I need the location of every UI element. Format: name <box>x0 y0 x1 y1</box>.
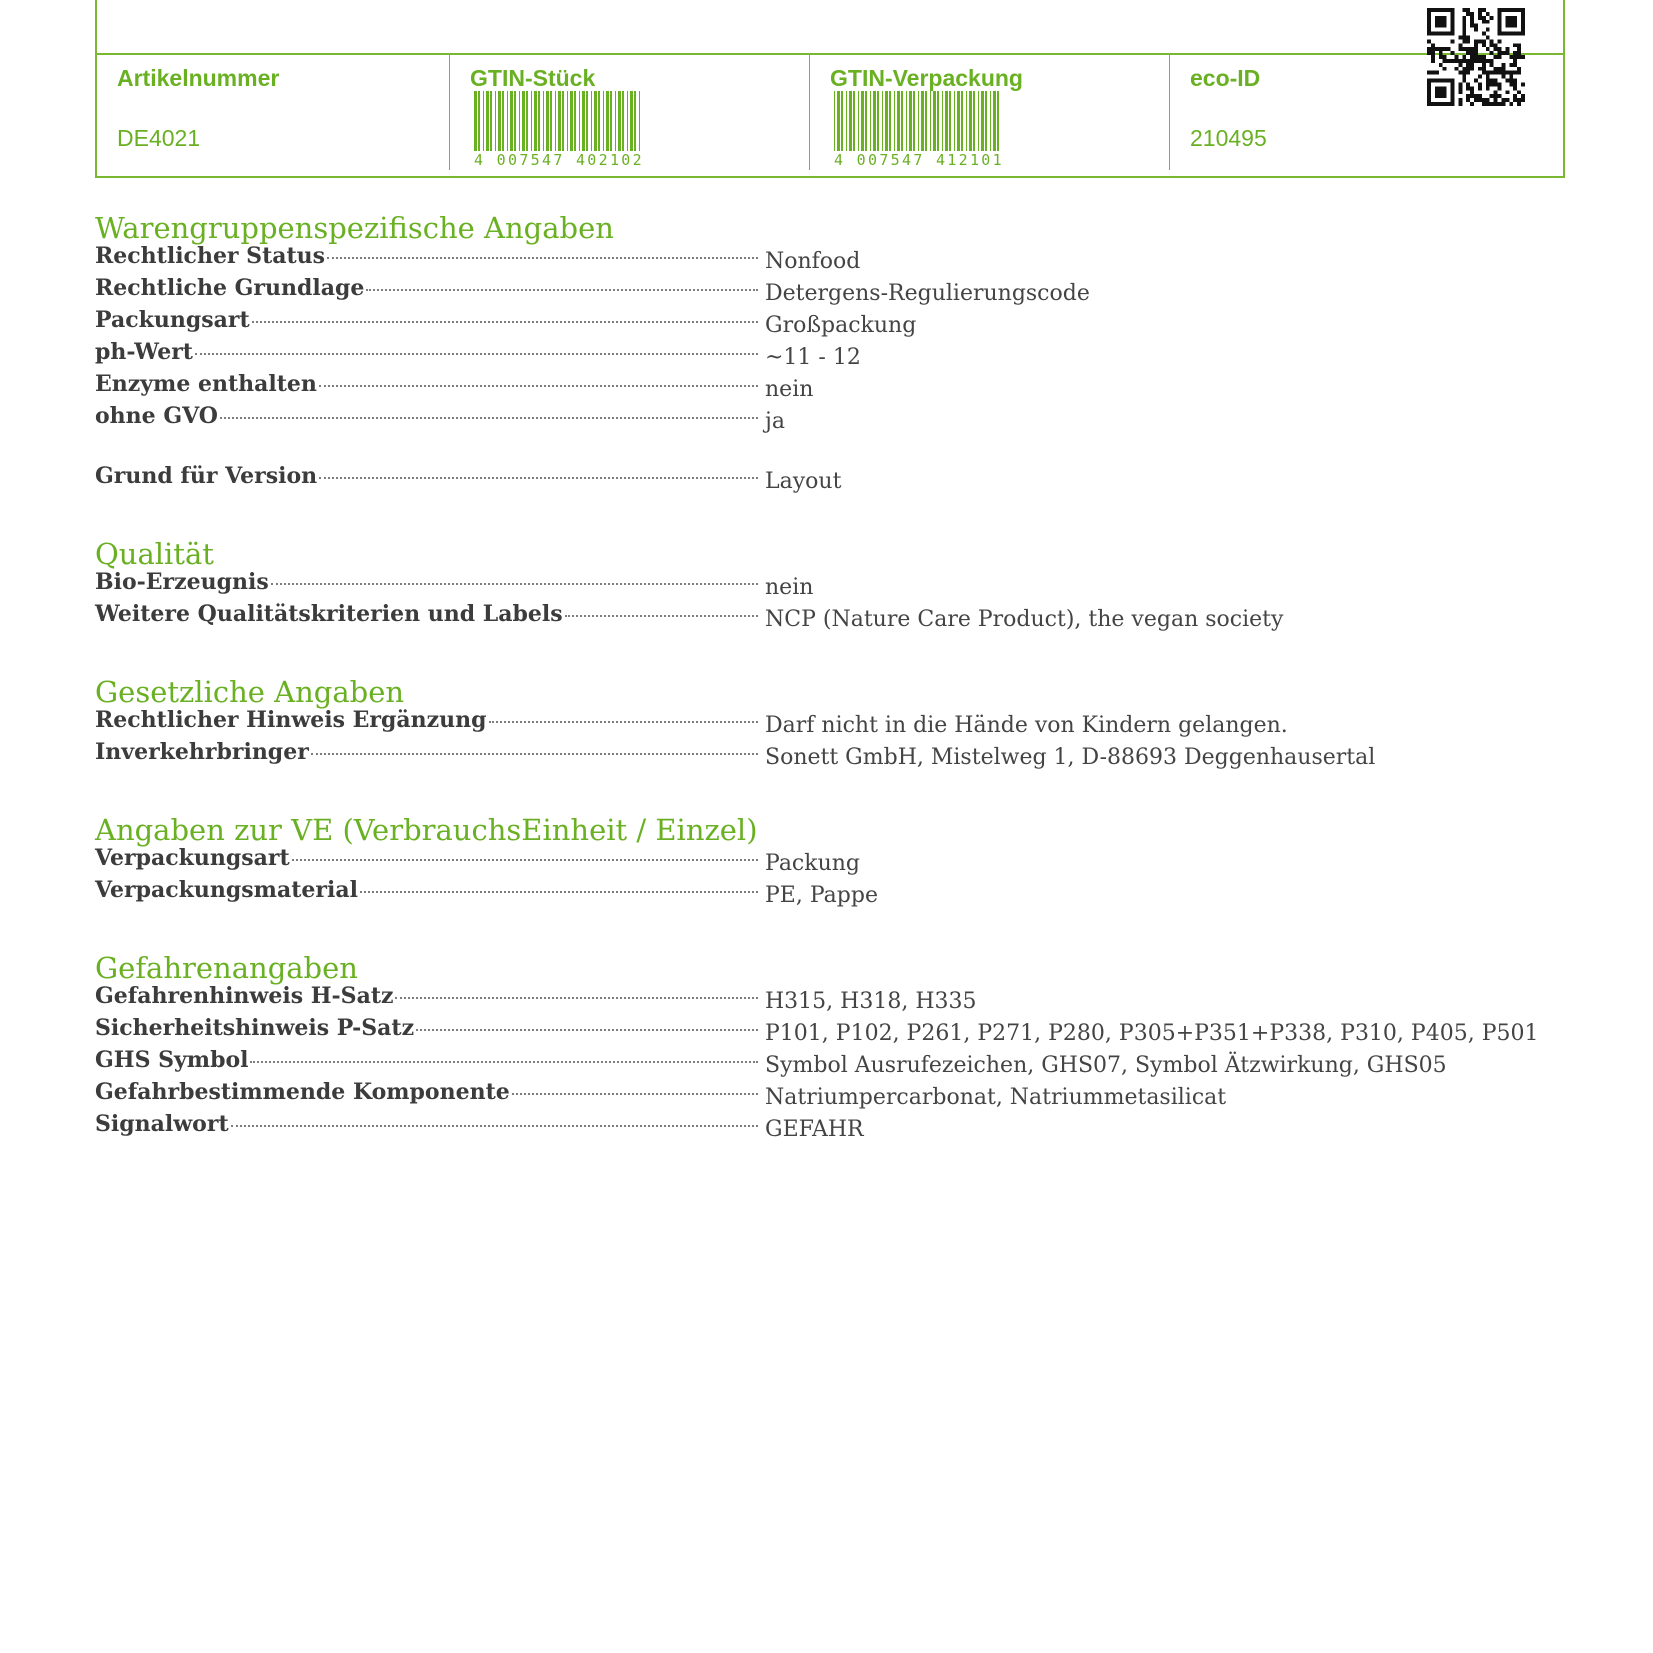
spec-value: NCP (Nature Care Product), the vegan society <box>765 607 1284 632</box>
spec-value: ja <box>765 409 785 434</box>
gtin-package-cell <box>810 55 1170 170</box>
gtin-piece-barcode <box>470 91 650 167</box>
spec-row <box>95 601 1545 636</box>
spec-label: ph-Wert <box>95 339 193 365</box>
spec-value: Detergens-Regulierungscode <box>765 281 1090 306</box>
gtin-package-barcode <box>830 91 1010 167</box>
spec-value: Symbol Ausrufezeichen, GHS07, Symbol Ätzwirkung, GHS05 <box>765 1053 1447 1078</box>
section-title: Gefahrenangaben <box>95 951 358 985</box>
spec-label: Signalwort <box>95 1111 229 1137</box>
spec-value: nein <box>765 377 814 402</box>
spec-label: Enzyme enthalten <box>95 371 317 397</box>
section-qualitaet <box>95 536 1545 636</box>
spec-value: Nonfood <box>765 249 861 274</box>
spec-value: Layout <box>765 469 842 494</box>
spec-label: Rechtlicher Hinweis Ergänzung <box>95 707 487 733</box>
article-number-label: Artikelnummer <box>117 65 280 91</box>
section-title: Angaben zur VE (VerbrauchsEinheit / Einzel) <box>95 813 758 847</box>
spec-value: GEFAHR <box>765 1117 864 1142</box>
section-warengruppe <box>95 210 1545 498</box>
gtin-package-digits: 4 007547 412101 <box>834 151 1004 169</box>
spec-label: Gefahrenhinweis H-Satz <box>95 983 394 1009</box>
spec-value: Natriumpercarbonat, Natriummetasilicat <box>765 1085 1227 1110</box>
gtin-piece-label: GTIN-Stück <box>470 65 596 91</box>
spec-value: Packung <box>765 851 861 876</box>
section-title: Qualität <box>95 537 214 571</box>
product-id-row <box>97 53 1563 176</box>
section-ve <box>95 812 1545 912</box>
spec-label: Verpackungsmaterial <box>95 877 358 903</box>
section-gefahr <box>95 950 1545 1146</box>
spec-row <box>95 463 1545 498</box>
spec-label: Bio-Erzeugnis <box>95 569 269 595</box>
spec-sheet <box>95 210 1545 1146</box>
eco-id-label: eco-ID <box>1190 65 1261 91</box>
spec-label: Weitere Qualitätskriterien und Labels <box>95 601 563 627</box>
spec-row <box>95 739 1545 774</box>
gtin-piece-digits: 4 007547 402102 <box>474 151 644 169</box>
spec-label: Gefahrbestimmende Komponente <box>95 1079 510 1105</box>
spec-label: ohne GVO <box>95 403 218 429</box>
section-title: Gesetzliche Angaben <box>95 675 405 709</box>
spec-row <box>95 877 1545 912</box>
spec-value: ~11 - 12 <box>765 345 861 370</box>
spec-label: Grund für Version <box>95 463 318 489</box>
gtin-piece-cell <box>450 55 810 170</box>
gtin-package-label: GTIN-Verpackung <box>830 65 1023 91</box>
spec-value: H315, H318, H335 <box>765 989 977 1014</box>
spec-label: Verpackungsart <box>95 845 290 871</box>
spec-label: Inverkehrbringer <box>95 739 309 765</box>
eco-id-value: 210495 <box>1190 125 1267 151</box>
section-gesetzlich <box>95 674 1545 774</box>
section-title: Warengruppenspezifische Angaben <box>95 211 614 245</box>
article-number-value: DE4021 <box>117 125 201 151</box>
qr-code-icon <box>1427 8 1525 106</box>
article-number-cell <box>97 55 450 170</box>
spec-row <box>95 403 1545 438</box>
spec-label: Rechtlicher Status <box>95 243 326 269</box>
product-id-header <box>95 0 1565 178</box>
spec-row <box>95 1111 1545 1146</box>
spec-value: PE, Pappe <box>765 883 878 908</box>
spec-label: Rechtliche Grundlage <box>95 275 365 301</box>
spec-value: Darf nicht in die Hände von Kindern gelangen. <box>765 713 1288 738</box>
spec-label: GHS Symbol <box>95 1047 249 1073</box>
spec-label: Packungsart <box>95 307 250 333</box>
spec-value: Großpackung <box>765 313 917 338</box>
spec-value: Sonett GmbH, Mistelweg 1, D-88693 Deggenhausertal <box>765 745 1376 770</box>
spec-label: Sicherheitshinweis P-Satz <box>95 1015 415 1041</box>
spec-value: nein <box>765 575 814 600</box>
spec-value: P101, P102, P261, P271, P280, P305+P351+P338, P310, P405, P501 <box>765 1021 1539 1046</box>
